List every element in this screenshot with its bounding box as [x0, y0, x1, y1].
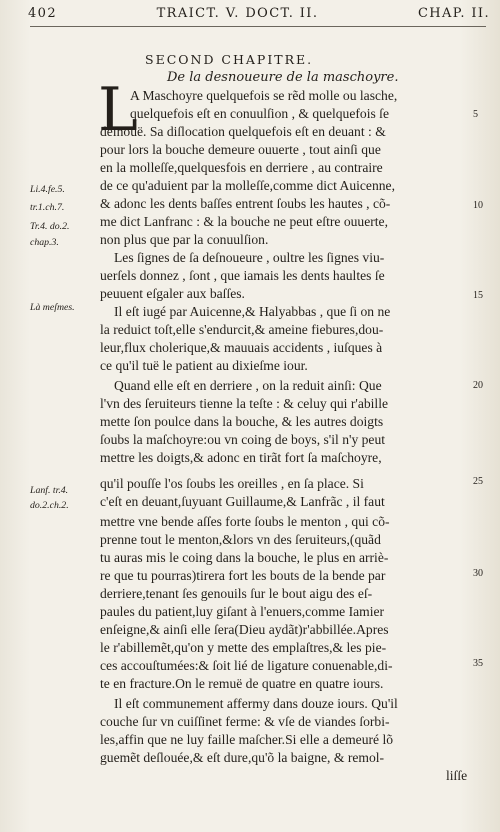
- text-line: mettre vne bende aſſes forte ſoubs le menton , qui cõ-: [100, 514, 390, 529]
- text-line: qu'il pouſſe l'os ſoubs les oreilles , en ſa place. Si: [100, 476, 364, 491]
- text-line: guemẽt deſlouée,& eſt dure,qu'õ la baigne, & remol-: [100, 750, 385, 765]
- margin-note: Là meſmes.: [30, 302, 75, 313]
- text-line: mette ſon poulce dans la bouche, & les autres doigts: [100, 414, 384, 429]
- text-line: la reduict toſt,elle s'endurcit,& ameine fiebures,dou-: [100, 322, 384, 337]
- drop-cap: L: [98, 75, 138, 145]
- text-line: Il eſt communement affermy dans douze iours. Qu'il: [114, 696, 398, 711]
- text-line: me dict Lanfranc : & la bouche ne peut eſtre ouuerte,: [100, 214, 388, 229]
- text-line: derriere,tenant ſes genouils ſur le bout aigu des eſ-: [100, 586, 373, 601]
- margin-note: chap.3.: [30, 237, 59, 248]
- text-line: tu auras mis le coing dans la bouche, le plus en arriè-: [100, 550, 389, 565]
- text-line: ce qu'il tuë le patient au dixieſme iour.: [100, 358, 308, 373]
- text-line: les,affin que ne luy faille maſcher.Si elle a demeuré lõ: [100, 732, 394, 747]
- text-line: liſſe: [446, 768, 468, 783]
- line-number: 5: [473, 109, 478, 120]
- text-line: peuuent eſgaler aux baſſes.: [100, 286, 245, 301]
- text-line: deſnouë. Sa diſlocation quelquefois eſt en deuant : &: [100, 124, 386, 139]
- text-line: Quand elle eſt en derriere , on la reduit ainſi: Que: [114, 378, 382, 393]
- margin-note: Tr.4. do.2.: [30, 221, 70, 232]
- text-line: couche ſur vn cuiſſinet ferme: & vſe de viandes ſorbi-: [100, 714, 390, 729]
- text-line: leur,flux cholerique,& mauuais accidents , iuſques à: [100, 340, 383, 355]
- line-number: 25: [473, 476, 483, 487]
- page-number: 402: [28, 6, 58, 21]
- running-head-chapter: CHAP. II.: [417, 6, 490, 21]
- chapter-subtitle: De la desnoueure de la maschoyre.: [167, 70, 399, 85]
- text-line: c'eſt en deuant,ſuyuant Guillaume,& Lanfrãc , il faut: [100, 494, 385, 509]
- text-line: ces accouſtumées:& ſoit lié de ligature conuenable,di-: [100, 658, 393, 673]
- margin-note: Lanf. tr.4.: [30, 485, 69, 496]
- text-line: l'vn des ſeruiteurs tienne la teſte : & celuy qui r'abille: [100, 396, 389, 411]
- text-line: quelquefois eſt en conuulſion , & quelquefois ſe: [130, 106, 389, 121]
- text-line: re que tu pourras)tirera fort les bouts de la bende par: [100, 568, 386, 583]
- text-line: A Maschoyre quelquefois se rẽd molle ou lasche,: [130, 88, 398, 103]
- text-line: le r'abillemẽt,qu'on y mette des emplaſtres,& les pie-: [100, 640, 387, 655]
- text-line: prenne tout le menton,&lors vn des ſeruiteurs,(quãd: [100, 532, 381, 547]
- line-number: 15: [473, 290, 483, 301]
- text-line: mettre les doigts,& adonc en tirãt fort ſa maſchoyre,: [100, 450, 382, 465]
- line-number: 10: [473, 200, 483, 211]
- text-line: pour lors la bouche demeure ouuerte , tout ainſi que: [100, 142, 381, 157]
- text-line: Les ſignes de ſa deſnoueure , oultre les ſignes viu-: [114, 250, 385, 265]
- text-line: Il eſt iugé par Auicenne,& Halyabbas , que ſi on ne: [114, 304, 391, 319]
- text-line: uerſels donnez , ſont , que iamais les dents haultes ſe: [100, 268, 385, 283]
- text-line: ſoubs la maſchoyre:ou vn coing de boys, s'il n'y peut: [100, 432, 386, 447]
- margin-note: tr.1.ch.7.: [30, 202, 65, 213]
- text-line: & adonc les dents baſſes entrent ſoubs les hautes , cõ-: [100, 196, 391, 211]
- text-line: non plus que par la conuulſion.: [100, 232, 269, 247]
- line-number: 30: [473, 568, 483, 579]
- running-head: [28, 6, 490, 21]
- running-head-section: TRAICT. V. DOCT. II.: [156, 6, 319, 21]
- text-line: enſeigne,& ainſi elle ſera(Dieu aydãt)r'abbillée.Apres: [100, 622, 389, 637]
- chapter-title: SECOND CHAPITRE.: [145, 52, 314, 67]
- text-line: paules du patient,luy giſant à l'enuers,comme Iamier: [100, 604, 385, 619]
- text-line: te en fracture.On le remuë de quatre en quatre iours.: [100, 676, 384, 691]
- line-number: 20: [473, 380, 483, 391]
- text-line: de ce qu'aduient par la molleſſe,comme dict Auicenne,: [100, 178, 395, 193]
- margin-note: Li.4.fe.5.: [30, 184, 65, 195]
- text-line: en la molleſſe,quelquesfois en derriere , au contraire: [100, 160, 383, 175]
- margin-note: do.2.ch.2.: [30, 500, 69, 511]
- line-number: 35: [473, 658, 483, 669]
- header-rule: [30, 26, 486, 27]
